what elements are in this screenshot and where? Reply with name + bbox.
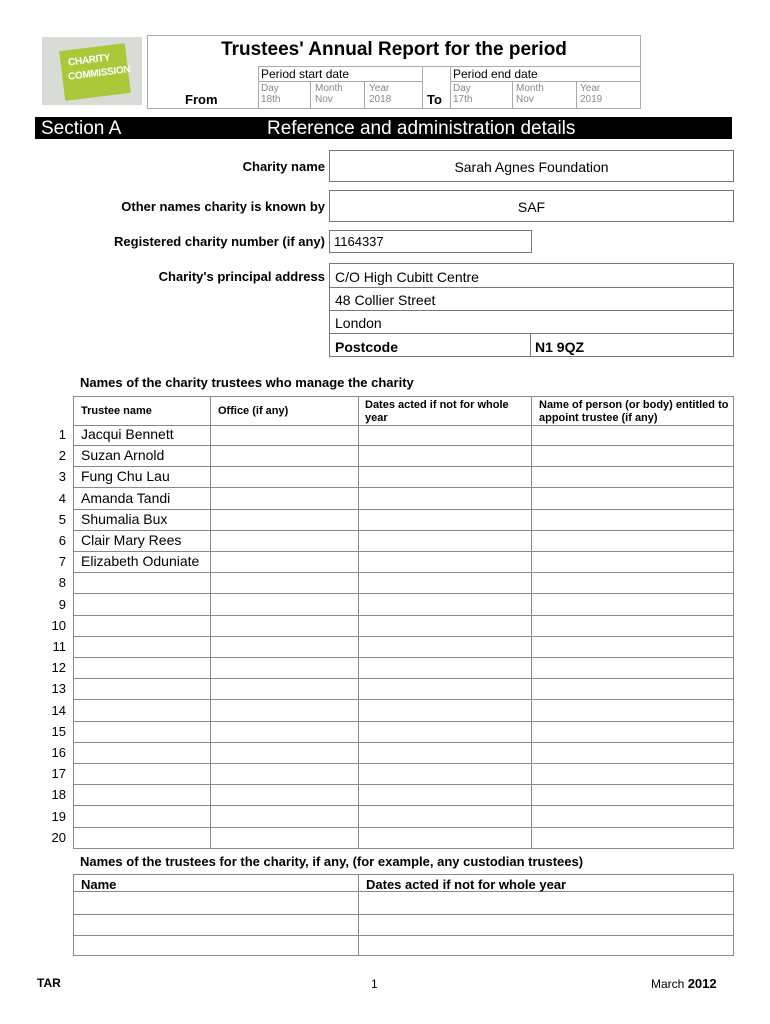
trustee-dates-cell[interactable]: [358, 742, 531, 763]
trustee-row: [73, 530, 734, 552]
trustee-appointer-cell[interactable]: [531, 742, 735, 763]
trustee-row: [73, 742, 734, 764]
trustee-dates-cell[interactable]: [358, 594, 531, 615]
trustee-row-number: 20: [51, 829, 66, 845]
trustee-appointer-cell[interactable]: [531, 678, 735, 699]
trustee-row-number: 4: [58, 490, 66, 506]
section-label: Section A: [41, 118, 122, 139]
trustee-dates-cell[interactable]: [358, 678, 531, 699]
trustee-name-cell[interactable]: [74, 615, 210, 636]
trustee-name-cell[interactable]: [74, 466, 210, 487]
other-names-label: Other names charity is known by: [121, 199, 325, 214]
trustee-row-number: 13: [51, 681, 66, 697]
trustee-name-cell[interactable]: [74, 551, 210, 572]
address-field[interactable]: [329, 263, 734, 357]
trustee-dates-cell[interactable]: [358, 806, 531, 827]
custodian-name-input-2[interactable]: [75, 915, 357, 934]
custodian-dates-input-3[interactable]: [360, 936, 732, 955]
trustee-name-text: Elizabeth Oduniate: [81, 553, 200, 570]
trustee-row: [73, 466, 734, 488]
footer-page-number: 1: [371, 977, 378, 991]
custodian-heading: Names of the trustees for the charity, if any, (for example, any custodian trustees): [80, 854, 584, 869]
trustee-appointer-cell[interactable]: [531, 424, 735, 445]
trustee-office-cell[interactable]: [210, 530, 358, 551]
end-day-field[interactable]: Day 17th: [453, 83, 473, 105]
trustee-row-number: 16: [51, 745, 66, 760]
trustee-appointer-cell[interactable]: [531, 488, 735, 509]
custodian-name-input-3[interactable]: [75, 936, 357, 955]
custodian-dates-input-1[interactable]: [360, 892, 732, 913]
trustee-office-cell[interactable]: [210, 488, 358, 509]
end-month-field[interactable]: Month Nov: [516, 83, 544, 105]
trustee-row: [73, 488, 734, 510]
trustee-row: [73, 657, 734, 679]
trustee-row-number: 11: [52, 639, 66, 654]
trustee-dates-cell[interactable]: [358, 530, 531, 551]
trustee-name-cell[interactable]: [74, 784, 210, 805]
trustee-row: [73, 636, 734, 658]
trustee-dates-cell[interactable]: [358, 488, 531, 509]
trustee-office-cell[interactable]: [210, 721, 358, 742]
trustee-row: [73, 806, 734, 828]
trustee-name-text: Suzan Arnold: [81, 447, 165, 464]
trustee-office-cell[interactable]: [210, 700, 358, 721]
postcode-value[interactable]: N1 9QZ: [535, 339, 585, 355]
reg-number-value: 1164337: [334, 234, 384, 249]
trustee-name-cell[interactable]: [74, 678, 210, 699]
trustee-dates-cell[interactable]: [358, 827, 531, 848]
trustee-row: [73, 763, 734, 785]
trustee-row-number: 18: [51, 787, 66, 803]
trustee-appointer-cell[interactable]: [531, 509, 735, 530]
trustee-dates-cell[interactable]: [358, 657, 531, 678]
trustee-row-number: 7: [58, 554, 66, 570]
trustee-appointer-cell[interactable]: [531, 700, 735, 721]
address-line-1: C/O High Cubitt Centre: [335, 269, 479, 285]
trustee-name-cell[interactable]: [74, 572, 210, 593]
trustee-row: [73, 572, 734, 594]
custodian-table: [73, 874, 734, 956]
trustee-office-cell[interactable]: [210, 509, 358, 530]
trustee-name-cell[interactable]: [74, 700, 210, 721]
trustee-name-cell[interactable]: [74, 806, 210, 827]
reg-number-field[interactable]: [329, 230, 532, 253]
trustee-office-cell[interactable]: [210, 636, 358, 657]
trustee-name-cell[interactable]: [74, 445, 210, 466]
trustee-name-cell[interactable]: [74, 742, 210, 763]
trustee-row-number: 1: [58, 427, 66, 442]
trustee-office-cell[interactable]: [210, 424, 358, 445]
trustee-name-text: Shumalia Bux: [81, 510, 168, 527]
footer-form-code: TAR: [37, 976, 61, 990]
trustee-row-number: 17: [51, 766, 66, 782]
trustee-name-cell[interactable]: [74, 636, 210, 657]
trustee-row-number: 12: [51, 660, 66, 676]
reg-number-label: Registered charity number (if any): [114, 234, 325, 249]
col-dates: Dates acted if not for whole year: [365, 399, 509, 424]
trustee-row: [73, 700, 734, 722]
trustee-office-cell[interactable]: [210, 827, 358, 848]
trustee-appointer-cell[interactable]: [531, 594, 735, 615]
trustee-row-number: 3: [58, 469, 66, 485]
charity-name-value: Sarah Agnes Foundation: [454, 159, 609, 175]
custodian-dates-input-2[interactable]: [360, 915, 732, 934]
trustee-name-cell[interactable]: [74, 488, 210, 509]
section-title: Reference and administration details: [267, 118, 576, 139]
trustee-dates-cell[interactable]: [358, 615, 531, 636]
trustee-name-text: Fung Chu Lau: [81, 468, 170, 485]
logo-line-1: CHARITY: [67, 52, 111, 69]
from-label: From: [185, 92, 218, 107]
trustee-dates-cell[interactable]: [358, 721, 531, 742]
trustee-appointer-cell[interactable]: [531, 657, 735, 678]
address-label: Charity's principal address: [158, 269, 325, 284]
trustee-row: [73, 445, 734, 467]
address-line-2: 48 Collier Street: [335, 292, 436, 308]
trustee-dates-cell[interactable]: [358, 466, 531, 487]
trustee-row-number: 15: [51, 723, 66, 739]
trustee-office-cell[interactable]: [210, 806, 358, 827]
trustee-row-number: 10: [51, 617, 66, 633]
custodian-col-dates: Dates acted if not for whole year: [366, 877, 567, 892]
trustee-name-text: Jacqui Bennett: [81, 426, 174, 442]
trustee-appointer-cell[interactable]: [531, 806, 735, 827]
trustee-appointer-cell[interactable]: [531, 572, 735, 593]
trustee-row: [73, 424, 734, 446]
trustee-dates-cell[interactable]: [358, 509, 531, 530]
other-names-field[interactable]: [329, 190, 734, 222]
trustee-dates-cell[interactable]: [358, 424, 531, 445]
trustee-office-cell[interactable]: [210, 678, 358, 699]
trustee-row: [73, 784, 734, 806]
trustee-appointer-cell[interactable]: [531, 763, 735, 784]
trustee-name-cell[interactable]: [74, 721, 210, 742]
trustee-office-cell[interactable]: [210, 466, 358, 487]
trustees-heading: Names of the charity trustees who manage the charity: [80, 375, 414, 390]
trustee-office-cell[interactable]: [210, 594, 358, 615]
trustee-dates-cell[interactable]: [358, 445, 531, 466]
section-a-bar: [35, 117, 732, 139]
trustee-dates-cell[interactable]: [358, 784, 531, 805]
trustee-office-cell[interactable]: [210, 572, 358, 593]
trustee-name-text: Amanda Tandi: [81, 489, 171, 506]
trustee-office-cell[interactable]: [210, 784, 358, 805]
trustee-row: [73, 678, 734, 700]
trustee-appointer-cell[interactable]: [531, 466, 735, 487]
col-appointer: Name of person (or body) entitled to appoint trustee (if any): [539, 399, 729, 424]
postcode-label: Postcode: [335, 339, 399, 355]
trustee-appointer-cell[interactable]: [531, 530, 735, 551]
trustee-office-cell[interactable]: [210, 551, 358, 572]
footer-year: 2012: [687, 976, 717, 991]
to-label: To: [427, 92, 442, 107]
footer-date: [651, 976, 717, 991]
start-day-field[interactable]: Day 18th: [261, 83, 281, 105]
trustee-appointer-cell[interactable]: [531, 445, 735, 466]
trustee-row: [73, 827, 734, 849]
trustee-row-number: 2: [58, 448, 66, 464]
charity-name-field[interactable]: [329, 150, 734, 182]
trustee-row: [73, 615, 734, 637]
trustee-office-cell[interactable]: [210, 657, 358, 678]
trustee-table-header: [73, 396, 734, 426]
trustee-dates-cell[interactable]: [358, 763, 531, 784]
trustee-row-number: 6: [58, 533, 66, 548]
trustee-row-number: 14: [51, 702, 66, 718]
custodian-name-input-1[interactable]: [75, 892, 357, 913]
period-start-heading: Period start date: [261, 67, 350, 81]
trustee-appointer-cell[interactable]: [531, 615, 735, 636]
logo-line-2: COMMISSION: [67, 64, 131, 83]
trustee-row: [73, 551, 734, 573]
col-office: Office (if any): [218, 405, 289, 417]
start-year-field[interactable]: Year 2018: [369, 83, 392, 105]
trustee-name-cell[interactable]: [74, 594, 210, 615]
trustee-row-number: 5: [58, 511, 66, 527]
trustee-appointer-cell[interactable]: [531, 721, 735, 742]
trustee-appointer-cell[interactable]: [531, 784, 735, 805]
address-line-3: London: [335, 315, 382, 331]
trustee-row-number: 9: [58, 596, 66, 612]
start-month-field[interactable]: Month Nov: [315, 83, 343, 105]
trustee-row-number: 19: [51, 808, 66, 824]
trustee-office-cell[interactable]: [210, 742, 358, 763]
trustee-name-cell[interactable]: [74, 827, 210, 848]
trustee-row: [73, 509, 734, 531]
charity-commission-logo: [42, 37, 142, 105]
trustee-dates-cell[interactable]: [358, 700, 531, 721]
end-year-field[interactable]: Year 2019: [580, 83, 603, 105]
trustee-appointer-cell[interactable]: [531, 827, 735, 848]
footer-month: March: [651, 977, 685, 991]
trustee-dates-cell[interactable]: [358, 572, 531, 593]
trustee-row: [73, 721, 734, 743]
trustee-name-cell[interactable]: [74, 509, 210, 530]
other-names-value: SAF: [517, 199, 546, 215]
trustee-row: [73, 594, 734, 616]
period-end-heading: Period end date: [453, 67, 538, 81]
trustee-row-number: 8: [58, 575, 66, 591]
trustee-dates-cell[interactable]: [358, 551, 531, 572]
trustee-office-cell[interactable]: [210, 763, 358, 784]
trustee-name-cell[interactable]: [74, 424, 210, 445]
trustee-name-cell[interactable]: [74, 763, 210, 784]
trustee-appointer-cell[interactable]: [531, 636, 735, 657]
trustee-dates-cell[interactable]: [358, 636, 531, 657]
trustee-name-cell[interactable]: [74, 530, 210, 551]
trustee-name-cell[interactable]: [74, 657, 210, 678]
charity-name-label: Charity name: [242, 159, 325, 174]
custodian-col-name: Name: [81, 877, 117, 892]
trustee-office-cell[interactable]: [210, 615, 358, 636]
report-title: Trustees' Annual Report for the period: [221, 39, 567, 60]
col-trustee-name: Trustee name: [81, 405, 152, 417]
trustee-office-cell[interactable]: [210, 445, 358, 466]
trustee-appointer-cell[interactable]: [531, 551, 735, 572]
trustee-name-text: Clair Mary Rees: [81, 532, 182, 548]
